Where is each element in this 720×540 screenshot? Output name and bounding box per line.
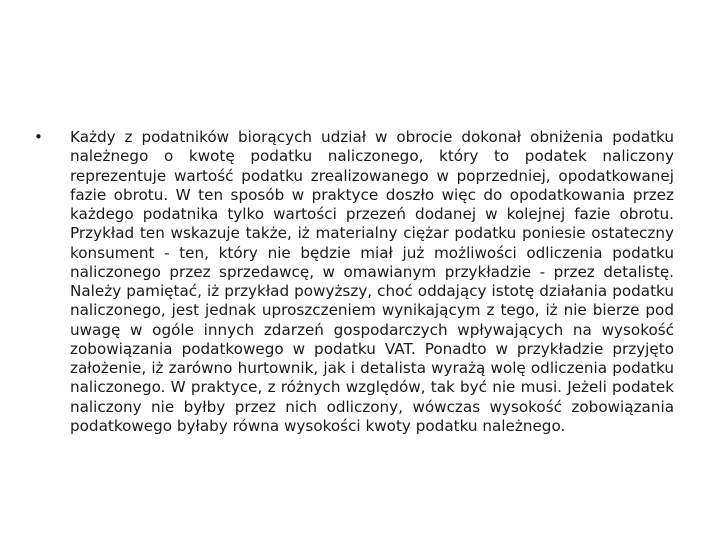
bullet-item <box>34 128 674 436</box>
bullet-icon: • <box>34 128 43 146</box>
bullet-paragraph: Każdy z podatników biorących udział w obrocie dokonał obniżenia podatku należnego o kwotę podatku naliczonego, który to podatek naliczony reprezentuje wartość podatku zrealizowanego w poprzedniej, opodatkowanej fazie obrotu. W ten sposób w praktyce doszło więc do opodatkowania przez każdego podatnika tylko wartości przezeń dodanej w kolejnej fazie obrotu. Przykład ten wskazuje także, iż materialny ciężar podatku poniesie ostateczny konsument - ten, który nie będzie miał już możliwości odliczenia podatku naliczonego przez sprzedawcę, w omawianym przykładzie - przez detalistę. Należy pamiętać, iż przykład powyższy, choć oddający istotę działania podatku naliczonego, jest jednak uproszczeniem wynikającym z tego, iż nie bierze pod uwagę w ogóle innych zdarzeń gospodarczych wpływających na wysokość zobowiązania podatkowego w podatku VAT. Ponadto w przykładzie przyjęto założenie, iż zarówno hurtownik, jak i detalista wyrażą wolę odliczenia podatku naliczonego. W praktyce, z różnych względów, tak być nie musi. Jeżeli podatek naliczony nie byłby przez nich odliczony, wówczas wysokość zobowiązania podatkowego byłaby równa wysokości kwoty podatku należnego. <box>70 128 674 435</box>
